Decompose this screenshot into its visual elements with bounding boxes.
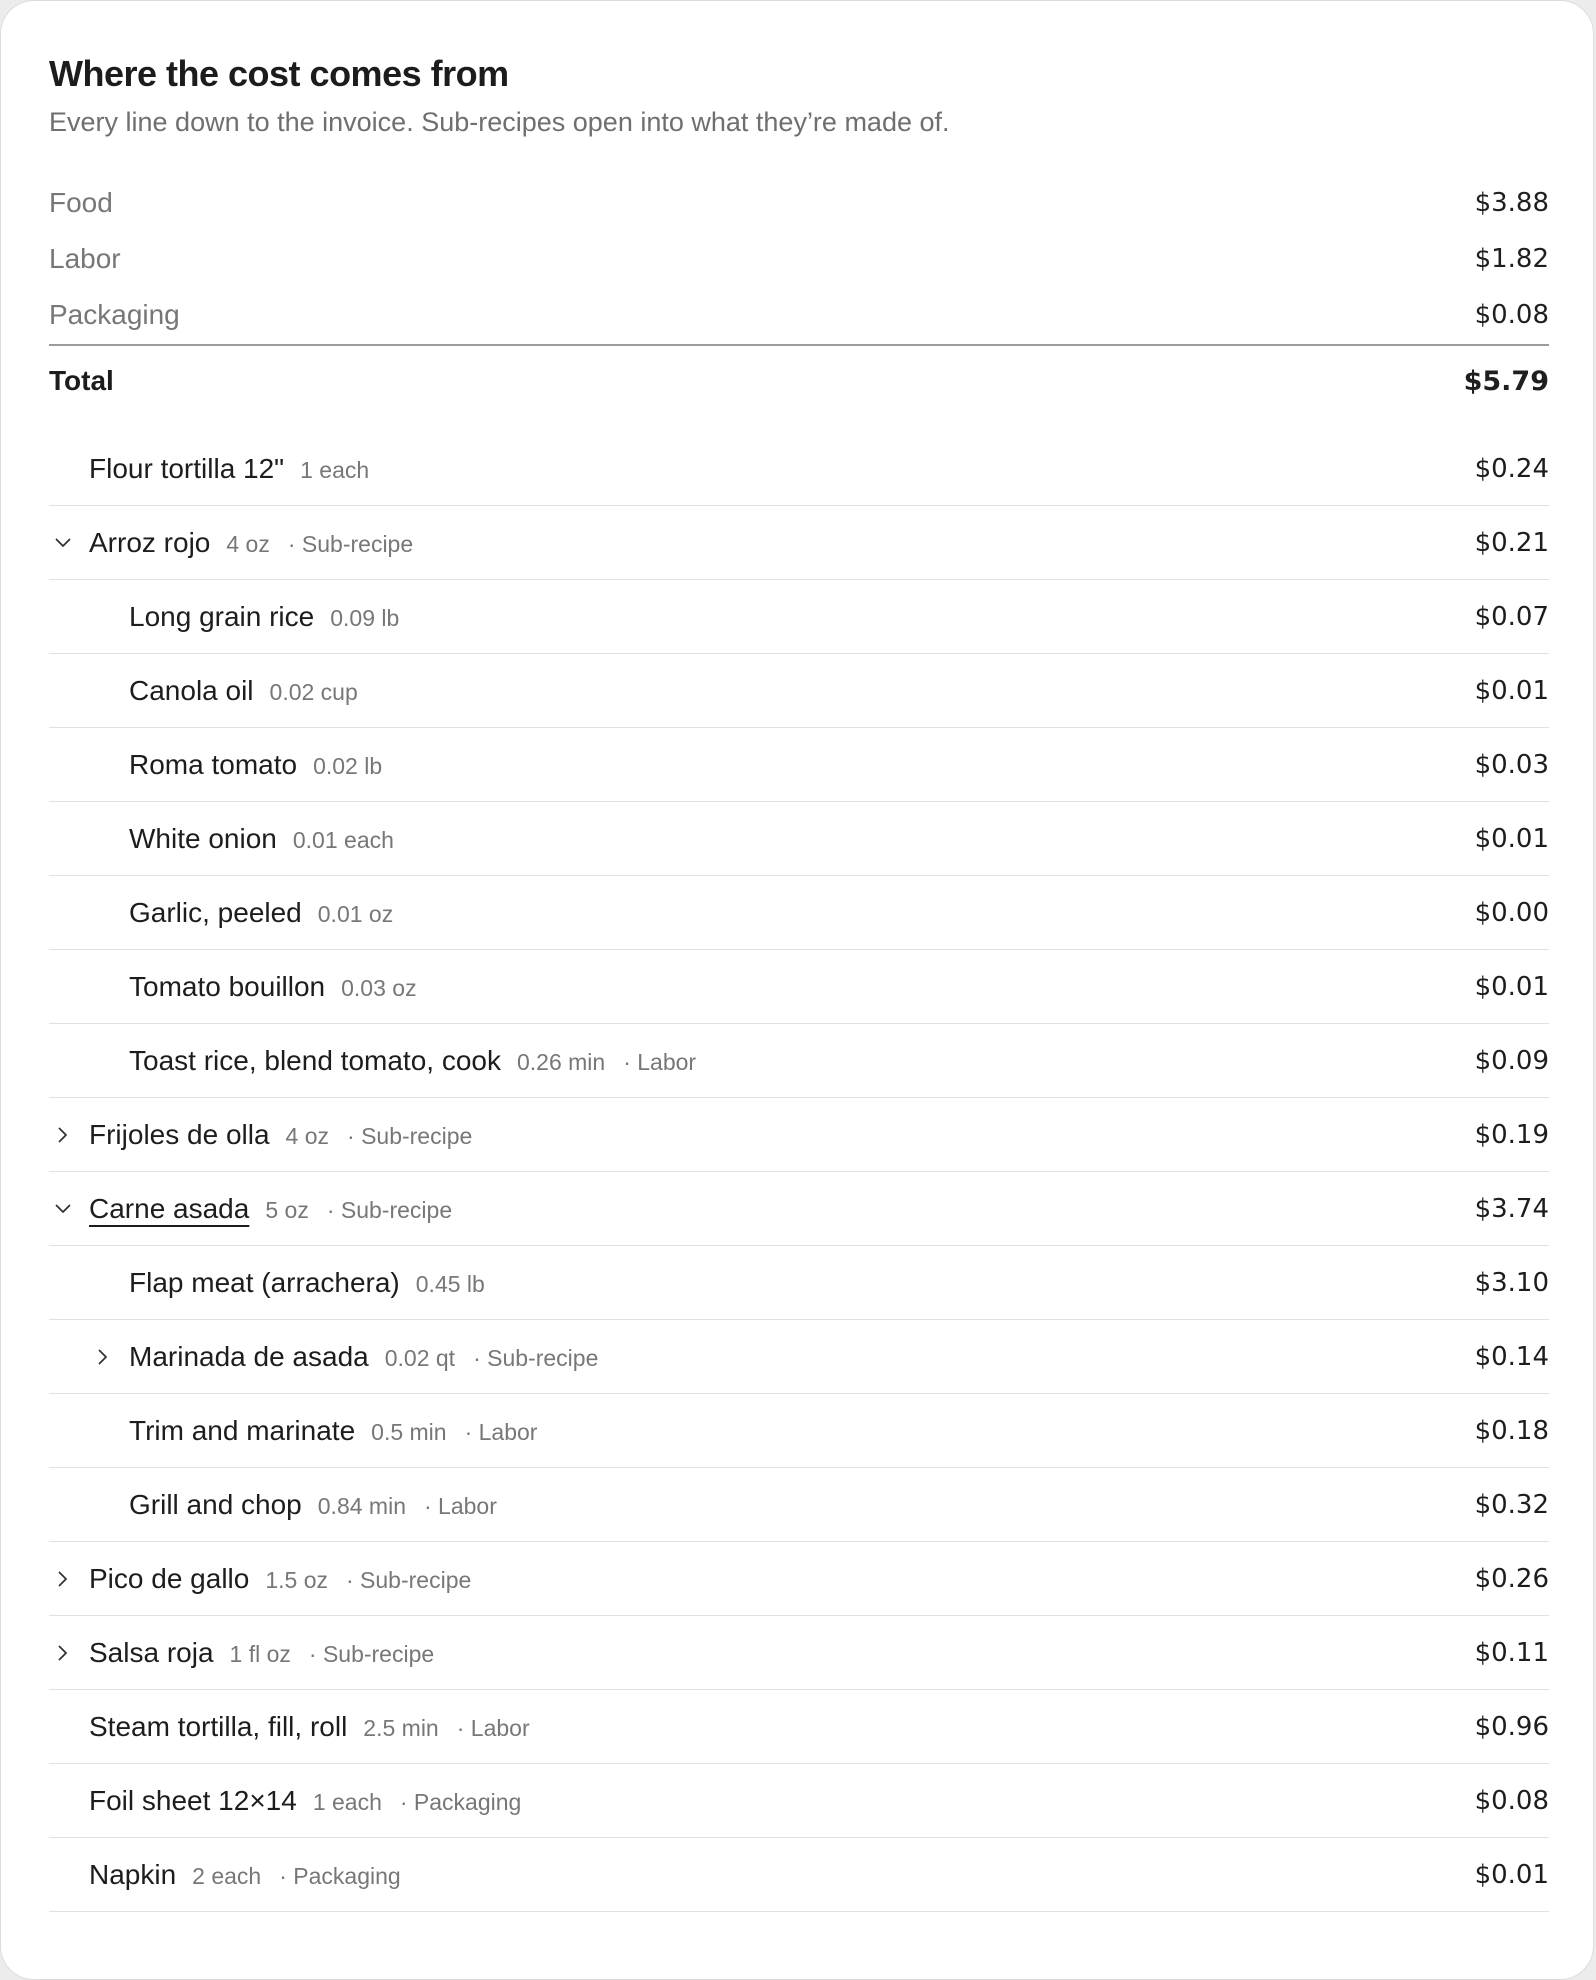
line-name: Trim and marinate — [129, 1414, 356, 1446]
line-type-tag: · Sub-recipe — [473, 1344, 599, 1371]
cost-line-row — [49, 1246, 1549, 1320]
line-label-group — [49, 453, 369, 485]
line-label-group — [49, 1859, 401, 1891]
chevron-right-icon[interactable] — [49, 1639, 77, 1667]
total-divider — [49, 344, 1549, 346]
cost-line-row — [49, 802, 1549, 876]
line-cost: $0.09 — [1474, 1045, 1549, 1076]
line-quantity: 1 each — [300, 456, 370, 483]
sub-recipe-row[interactable] — [49, 1098, 1549, 1172]
chevron-right-icon[interactable] — [49, 1565, 77, 1593]
line-quantity: 2.5 min — [363, 1714, 439, 1741]
summary-label: Packaging — [49, 299, 180, 330]
chevron-down-icon[interactable] — [49, 1195, 77, 1223]
line-label-group — [49, 897, 393, 929]
line-cost: $0.96 — [1474, 1711, 1549, 1742]
cost-line-row — [49, 1764, 1549, 1838]
cost-line-row — [49, 876, 1549, 950]
line-quantity: 0.09 lb — [330, 604, 400, 631]
line-quantity: 1 each — [312, 1788, 382, 1815]
cost-line-row — [49, 950, 1549, 1024]
line-label-group — [49, 1267, 485, 1299]
line-type-tag: · Sub-recipe — [308, 1640, 435, 1667]
summary-value: $0.08 — [1474, 300, 1549, 330]
line-cost: $0.01 — [1474, 971, 1549, 1002]
page-subtitle: Every line down to the invoice. Sub-recipes open into what they’re made of. — [49, 107, 950, 137]
line-label-group — [49, 823, 394, 855]
sub-recipe-row[interactable] — [49, 1320, 1549, 1394]
cost-line-row — [49, 1838, 1549, 1912]
chevron-right-icon[interactable] — [89, 1343, 117, 1371]
line-cost: $3.10 — [1474, 1267, 1549, 1298]
summary-label: Food — [49, 187, 113, 218]
line-type-tag: · Sub-recipe — [326, 1196, 453, 1223]
summary-row-food — [49, 175, 1549, 231]
cost-line-row — [49, 580, 1549, 654]
line-type-tag: · Sub-recipe — [287, 530, 414, 557]
page-title: Where the cost comes from — [49, 53, 509, 94]
line-name: White onion — [129, 822, 277, 854]
line-label-group — [49, 1637, 434, 1669]
line-name: Flour tortilla 12" — [89, 452, 285, 484]
line-name: Tomato bouillon — [129, 970, 326, 1002]
line-name: Roma tomato — [129, 748, 298, 780]
line-type-tag: · Packaging — [399, 1788, 522, 1815]
line-name: Steam tortilla, fill, roll — [89, 1710, 348, 1742]
line-quantity: 0.5 min — [371, 1418, 447, 1445]
summary-row-packaging — [49, 287, 1549, 343]
summary-row-total — [49, 353, 1549, 409]
line-name: Canola oil — [129, 674, 254, 706]
line-label-group — [49, 1711, 530, 1743]
cost-line-row — [49, 1468, 1549, 1542]
line-quantity: 0.84 min — [317, 1492, 406, 1519]
line-type-tag: · Labor — [456, 1714, 530, 1741]
line-cost: $0.32 — [1474, 1489, 1549, 1520]
cost-line-list — [49, 432, 1549, 1912]
cost-line-row — [49, 1394, 1549, 1468]
line-name[interactable]: Salsa roja — [89, 1636, 214, 1668]
summary-label: Labor — [49, 243, 121, 274]
line-name: Foil sheet 12×14 — [89, 1784, 297, 1816]
line-label-group — [49, 1045, 696, 1077]
cost-line-row — [49, 728, 1549, 802]
line-label-group — [49, 1489, 497, 1521]
sub-recipe-row[interactable] — [49, 1542, 1549, 1616]
line-label-group — [49, 971, 417, 1003]
line-cost: $0.11 — [1474, 1637, 1549, 1668]
line-cost: $0.07 — [1474, 601, 1549, 632]
line-quantity: 2 each — [192, 1862, 262, 1889]
line-label-group — [49, 675, 358, 707]
line-name[interactable]: Marinada de asada — [129, 1340, 369, 1372]
line-name: Flap meat (arrachera) — [129, 1266, 400, 1298]
line-quantity: 0.03 oz — [341, 974, 417, 1001]
line-quantity: 0.02 qt — [384, 1344, 456, 1371]
line-label-group — [49, 1785, 521, 1817]
line-cost: $0.21 — [1474, 527, 1549, 558]
line-quantity: 0.26 min — [516, 1048, 606, 1075]
total-value: $5.79 — [1463, 365, 1549, 397]
line-quantity: 4 oz — [285, 1122, 330, 1149]
line-name: Grill and chop — [129, 1488, 302, 1520]
line-label-group — [49, 1415, 537, 1447]
line-cost: $0.01 — [1474, 823, 1549, 854]
line-label-group — [49, 1193, 452, 1225]
line-quantity: 1 fl oz — [229, 1640, 291, 1667]
cost-line-row — [49, 1690, 1549, 1764]
line-name[interactable]: Carne asada — [89, 1192, 250, 1224]
line-cost: $0.26 — [1474, 1563, 1549, 1594]
cost-line-row — [49, 1024, 1549, 1098]
cost-line-row — [49, 432, 1549, 506]
line-cost: $0.24 — [1474, 453, 1549, 484]
line-name: Toast rice, blend tomato, cook — [129, 1044, 501, 1076]
line-cost: $0.18 — [1474, 1415, 1549, 1446]
chevron-down-icon[interactable] — [49, 529, 77, 557]
line-quantity: 0.02 lb — [313, 752, 383, 779]
line-cost: $0.14 — [1474, 1341, 1549, 1372]
line-cost: $0.01 — [1474, 675, 1549, 706]
line-label-group — [49, 601, 399, 633]
line-cost: $0.00 — [1474, 897, 1549, 928]
line-cost: $0.08 — [1474, 1785, 1549, 1816]
line-label-group — [49, 1341, 598, 1373]
summary-value: $1.82 — [1474, 244, 1549, 274]
line-quantity: 1.5 oz — [265, 1566, 328, 1593]
line-name: Garlic, peeled — [129, 896, 302, 928]
line-name: Long grain rice — [129, 600, 315, 632]
line-type-tag: · Sub-recipe — [347, 1122, 473, 1149]
line-type-tag: · Labor — [623, 1048, 697, 1075]
line-name[interactable]: Pico de gallo — [89, 1562, 250, 1594]
line-label-group — [49, 1563, 471, 1595]
line-type-tag: · Labor — [423, 1492, 497, 1519]
line-quantity: 0.02 cup — [269, 678, 358, 705]
sub-recipe-row[interactable] — [49, 506, 1549, 580]
line-quantity: 4 oz — [226, 530, 270, 557]
line-type-tag: · Packaging — [279, 1862, 401, 1889]
summary-row-labor — [49, 231, 1549, 287]
line-quantity: 0.01 each — [292, 826, 394, 853]
line-type-tag: · Sub-recipe — [346, 1566, 472, 1593]
sub-recipe-row[interactable] — [49, 1172, 1549, 1246]
line-cost: $0.01 — [1474, 1859, 1549, 1890]
line-label-group — [49, 1119, 472, 1151]
line-quantity: 0.01 oz — [317, 900, 394, 927]
line-name: Napkin — [89, 1858, 177, 1890]
line-label-group — [49, 749, 382, 781]
chevron-right-icon[interactable] — [49, 1121, 77, 1149]
line-quantity: 5 oz — [265, 1196, 309, 1223]
cost-line-row — [49, 654, 1549, 728]
line-type-tag: · Labor — [464, 1418, 538, 1445]
line-name[interactable]: Frijoles de olla — [89, 1118, 270, 1150]
line-name[interactable]: Arroz rojo — [89, 526, 211, 558]
line-quantity: 0.45 lb — [415, 1270, 485, 1297]
summary-value: $3.88 — [1474, 188, 1549, 218]
line-label-group — [49, 527, 413, 559]
line-cost: $0.19 — [1474, 1119, 1549, 1150]
line-cost: $0.03 — [1474, 749, 1549, 780]
sub-recipe-row[interactable] — [49, 1616, 1549, 1690]
line-cost: $3.74 — [1474, 1193, 1549, 1224]
total-label: Total — [49, 365, 114, 396]
